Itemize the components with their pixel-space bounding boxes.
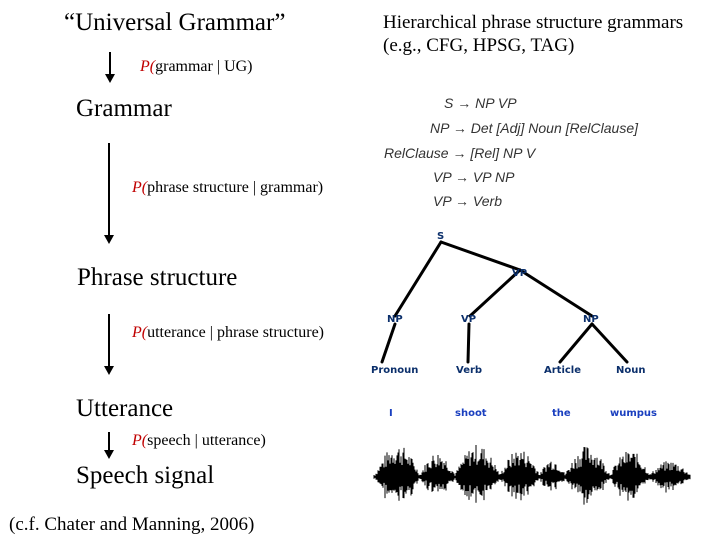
tree-node: Article [544, 365, 582, 376]
grammar-rule: RelClause → [Rel] NP V [384, 145, 536, 161]
universal-grammar-label: “Universal Grammar” [64, 9, 286, 36]
prob-utterance-given-phrase-structure: P(utterance | phrase structure) [132, 324, 324, 341]
level-speech-signal: Speech signal [76, 462, 215, 489]
prob-speech-given-utterance: P(speech | utterance) [132, 432, 266, 449]
grammar-rule: NP → Det [Adj] Noun [RelClause] [430, 120, 639, 136]
tree-node: Verb [456, 365, 483, 376]
grammar-rule: VP → Verb [433, 193, 502, 209]
grammar-rule: VP → VP NP [433, 169, 515, 185]
right-title: Hierarchical phrase structure grammars (e.g., CFG, HPSG, TAG) [383, 12, 684, 56]
tree-node: VP [512, 268, 528, 279]
tree-node: Noun [616, 365, 646, 376]
grammar-rule: S → NP VP [444, 95, 517, 111]
speech-waveform [374, 445, 690, 505]
level-grammar: Grammar [76, 95, 172, 122]
tree-node: Pronoun [371, 365, 419, 376]
tree-word: I [389, 408, 393, 419]
tree-node: NP [583, 314, 599, 325]
tree-node: S [437, 231, 445, 242]
prob-phrase-structure-given-grammar: P(phrase structure | grammar) [132, 179, 324, 196]
tree-word: the [552, 408, 571, 419]
tree-word: shoot [455, 408, 487, 419]
level-phrase-structure: Phrase structure [77, 264, 238, 291]
level-utterance: Utterance [76, 395, 174, 422]
tree-node: NP [387, 314, 403, 325]
citation: (c.f. Chater and Manning, 2006) [9, 514, 255, 535]
tree-node: VP [461, 314, 477, 325]
tree-word: wumpus [610, 408, 658, 419]
prob-grammar-given-ug: P(grammar | UG) [140, 58, 253, 75]
